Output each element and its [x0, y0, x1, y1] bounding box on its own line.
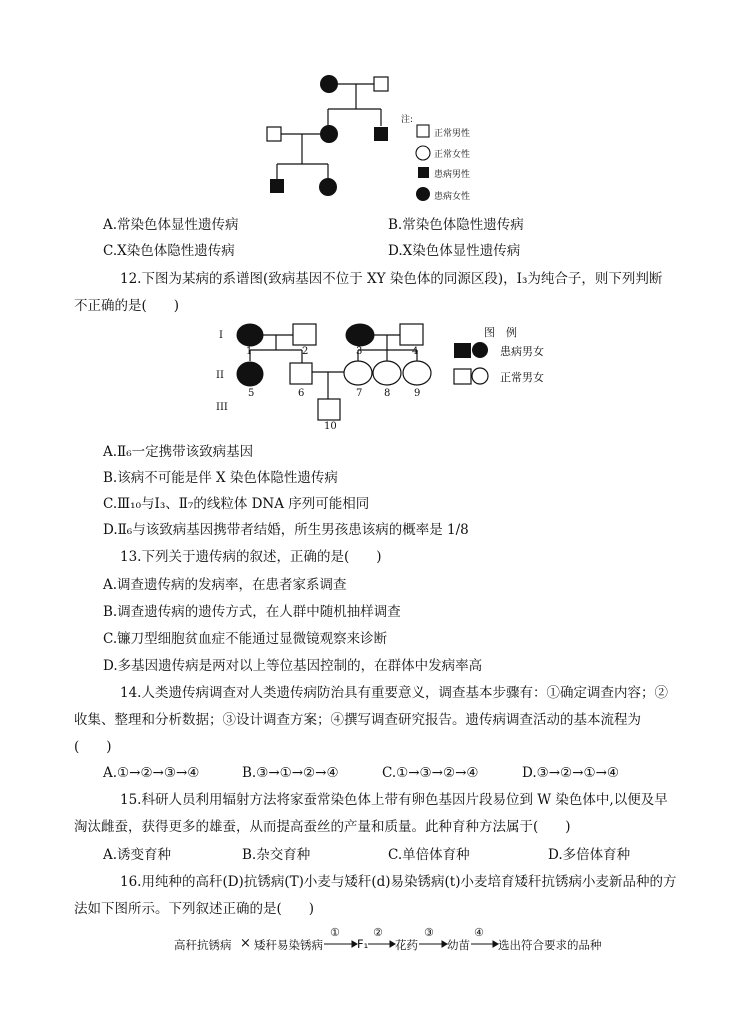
q12-option-a: A.Ⅱ₆一定携带该致病基因	[103, 444, 254, 460]
ped2-normal-male-4	[400, 324, 423, 345]
ped2-legend-normal-label: 正常男女	[500, 371, 544, 384]
flow-arrowhead-3	[442, 941, 447, 947]
flow-seedling: 幼苗	[447, 938, 470, 952]
ped2-gen-label: III	[216, 402, 228, 413]
ped2-num: 6	[298, 388, 305, 399]
flow-result: 选出符合要求的品种	[498, 938, 602, 952]
ped2-legend-title: 图 例	[484, 326, 517, 339]
q12-stem-line1: 12.下图为某病的系谱图(致病基因不位于 XY 染色体的同源区段)，Ⅰ₃为纯合子，则下列判断	[120, 271, 663, 287]
ped1-normal-male-3	[267, 127, 281, 141]
q15-option-c: C.单倍体育种	[388, 847, 470, 863]
ped2-legend-normal-male-icon	[454, 369, 471, 384]
ped1-legend-label: 患病女性	[434, 192, 471, 202]
ped2-num: 3	[356, 346, 363, 357]
q14-stem-line1: 14.人类遗传病调查对人类遗传病防治具有重要意义，调查基本步骤有：①确定调查内容；②	[120, 685, 668, 701]
ped2-gen-label: II	[216, 370, 224, 381]
q12-option-c: C.Ⅲ₁₀与Ⅰ₃、Ⅱ₇的线粒体 DNA 序列可能相同	[103, 496, 370, 512]
q14-option-b: B.③→①→②→④	[242, 765, 339, 781]
flow-step-1: ①	[330, 926, 340, 939]
flow-anther: 花药	[395, 938, 418, 952]
ped2-num: 5	[248, 388, 255, 399]
q13-option-d: D.多基因遗传病是两对以上等位基因控制的，在群体中发病率高	[103, 658, 483, 674]
flow-arrowhead-1	[352, 941, 357, 947]
q16-stem-line1: 16.用纯种的高秆(D)抗锈病(T)小麦与矮秆(d)易染锈病(t)小麦培育矮秆抗锈病小麦新品种的方	[120, 874, 677, 890]
ped2-normal-male-6	[290, 363, 312, 384]
ped2-normal-female-8	[373, 361, 401, 385]
ped2-num: 10	[324, 421, 337, 432]
ped1-affected-male-6	[270, 179, 284, 193]
q16-stem-line2: 法如下图所示。下列叙述正确的是( )	[74, 901, 315, 917]
ped1-legend-normal-male-icon	[417, 125, 429, 137]
ped2-legend-affected-male-icon	[454, 343, 471, 358]
ped1-normal-male-2	[374, 77, 388, 91]
q12-option-b: B.该病不可能是伴 X 染色体隐性遗传病	[103, 470, 338, 486]
q14-option-a: A.①→②→③→④	[103, 765, 200, 781]
q11-option-c: C.X染色体隐性遗传病	[103, 243, 235, 259]
ped1-legend-normal-female-icon	[416, 146, 430, 160]
ped2-legend-affected-label: 患病男女	[500, 345, 544, 358]
q13-option-a: A.调查遗传病的发病率，在患者家系调查	[103, 577, 347, 593]
ped2-num: 8	[384, 388, 391, 399]
q11-option-a: A.常染色体显性遗传病	[103, 217, 239, 233]
q13-stem: 13.下列关于遗传病的叙述，正确的是( )	[120, 549, 382, 565]
flow-parent-tall: 高秆抗锈病	[174, 938, 232, 952]
ped2-num: 2	[302, 346, 309, 357]
q13-option-c: C.镰刀型细胞贫血症不能通过显微镜观察来诊断	[103, 631, 388, 647]
flow-arrowhead-4	[493, 941, 498, 947]
ped2-num: 1	[246, 346, 253, 357]
q11-option-d: D.X染色体显性遗传病	[388, 243, 521, 259]
flow-arrowhead-2	[390, 941, 395, 947]
ped1-legend-affected-male-icon	[418, 167, 429, 178]
ped2-normal-male-2	[293, 324, 316, 345]
q15-stem-line1: 15.科研人员利用辐射方法将家蚕常染色体上带有卵色基因片段易位到 W 染色体中,以便及早	[120, 792, 668, 808]
ped2-affected-female-3	[346, 324, 374, 346]
q13-option-b: B.调查遗传病的遗传方式，在人群中随机抽样调查	[103, 604, 401, 620]
q14-option-c: C.①→③→②→④	[382, 765, 479, 781]
q15-option-a: A.诱变育种	[103, 847, 172, 863]
flow-arrows	[0, 928, 737, 958]
q11-option-b: B.常染色体隐性遗传病	[388, 217, 524, 233]
ped2-normal-female-9	[403, 361, 431, 385]
flow-step-2: ②	[373, 926, 383, 939]
flow-step-3: ③	[424, 926, 434, 939]
ped2-gen-label: I	[219, 330, 223, 341]
q12-option-d: D.Ⅱ₆与该致病基因携带者结婚，所生男孩患该病的概率是 1/8	[103, 522, 469, 538]
ped1-legend-label: 患病男性	[434, 170, 471, 180]
ped2-normal-male-10	[318, 399, 340, 420]
ped2-normal-female-7	[344, 361, 372, 385]
ped2-affected-female-1	[237, 324, 263, 346]
q15-stem-line2: 淘汰雌蚕，获得更多的雄蚕，从而提高蚕丝的产量和质量。此种育种方法属于( )	[74, 819, 571, 835]
ped2-affected-female-5	[237, 362, 263, 386]
ped1-legend-label: 正常男性	[434, 129, 471, 139]
q12-stem-line2: 不正确的是( )	[74, 298, 180, 314]
flow-f1: F₁	[357, 937, 369, 951]
flow-parent-short: 矮秆易染锈病	[254, 938, 323, 952]
ped1-affected-male-5	[374, 127, 388, 141]
ped1-legend-label: 正常女性	[434, 150, 471, 160]
ped1-legend-title: 注:	[401, 115, 414, 125]
q15-option-d: D.多倍体育种	[548, 847, 631, 863]
q14-stem-line2: 收集、整理和分析数据；③设计调查方案；④撰写调查研究报告。遗传病调查活动的基本流程为	[74, 712, 641, 728]
q14-option-d: D.③→②→①→④	[522, 765, 619, 781]
ped2-legend-normal-female-icon	[472, 368, 488, 384]
ped2-num: 9	[414, 388, 421, 399]
q14-stem-line3: ( )	[74, 739, 112, 755]
ped1-affected-female-7	[319, 178, 337, 196]
ped1-affected-female-4	[320, 125, 338, 143]
ped2-num: 7	[356, 388, 363, 399]
ped1-affected-female-1	[320, 75, 338, 93]
flow-step-4: ④	[474, 926, 484, 939]
q15-option-b: B.杂交育种	[242, 847, 311, 863]
breeding-flow	[0, 928, 737, 958]
flow-cross-sign: ×	[240, 936, 251, 951]
ped1-legend-affected-female-icon	[416, 187, 430, 201]
ped2-legend-affected-female-icon	[472, 342, 488, 358]
ped2-num: 4	[412, 346, 419, 357]
